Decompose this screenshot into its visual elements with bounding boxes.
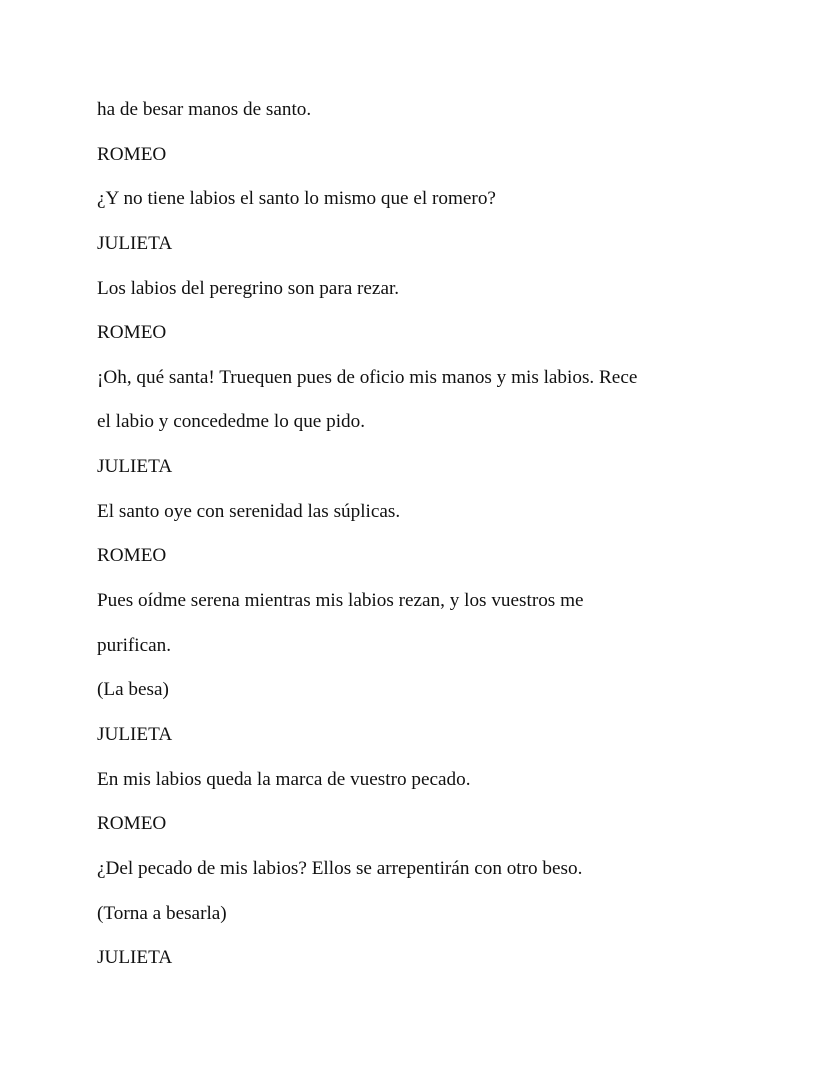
dialogue-line: El santo oye con serenidad las súplicas. xyxy=(97,500,401,522)
speaker-name: JULIETA xyxy=(97,232,173,254)
dialogue-line: ¡Oh, qué santa! Truequen pues de oficio mis manos y mis labios. Rece xyxy=(97,366,638,388)
dialogue-line: ¿Del pecado de mis labios? Ellos se arrepentirán con otro beso. xyxy=(97,857,583,879)
speaker-name: JULIETA xyxy=(97,947,173,969)
dialogue-line: ha de besar manos de santo. xyxy=(97,99,312,120)
dialogue-line: Los labios del peregrino son para rezar. xyxy=(97,277,400,299)
speaker-name: ROMEO xyxy=(97,322,167,344)
dialogue-line: purifican. xyxy=(97,634,172,656)
speaker-name: JULIETA xyxy=(97,456,173,478)
speaker-name: ROMEO xyxy=(97,143,167,165)
dialogue-line: En mis labios queda la marca de vuestro pecado. xyxy=(97,768,471,790)
dialogue-line: ¿Y no tiene labios el santo lo mismo que el romero? xyxy=(97,188,496,210)
dialogue-line: el labio y concededme lo que pido. xyxy=(97,411,366,433)
script-text xyxy=(97,97,737,990)
dialogue-line: Pues oídme serena mientras mis labios rezan, y los vuestros me xyxy=(97,590,584,612)
stage-direction: (Torna a besarla) xyxy=(97,902,227,924)
speaker-name: ROMEO xyxy=(97,545,167,567)
stage-direction: (La besa) xyxy=(97,679,169,701)
speaker-name: JULIETA xyxy=(97,723,173,745)
speaker-name: ROMEO xyxy=(97,813,167,835)
